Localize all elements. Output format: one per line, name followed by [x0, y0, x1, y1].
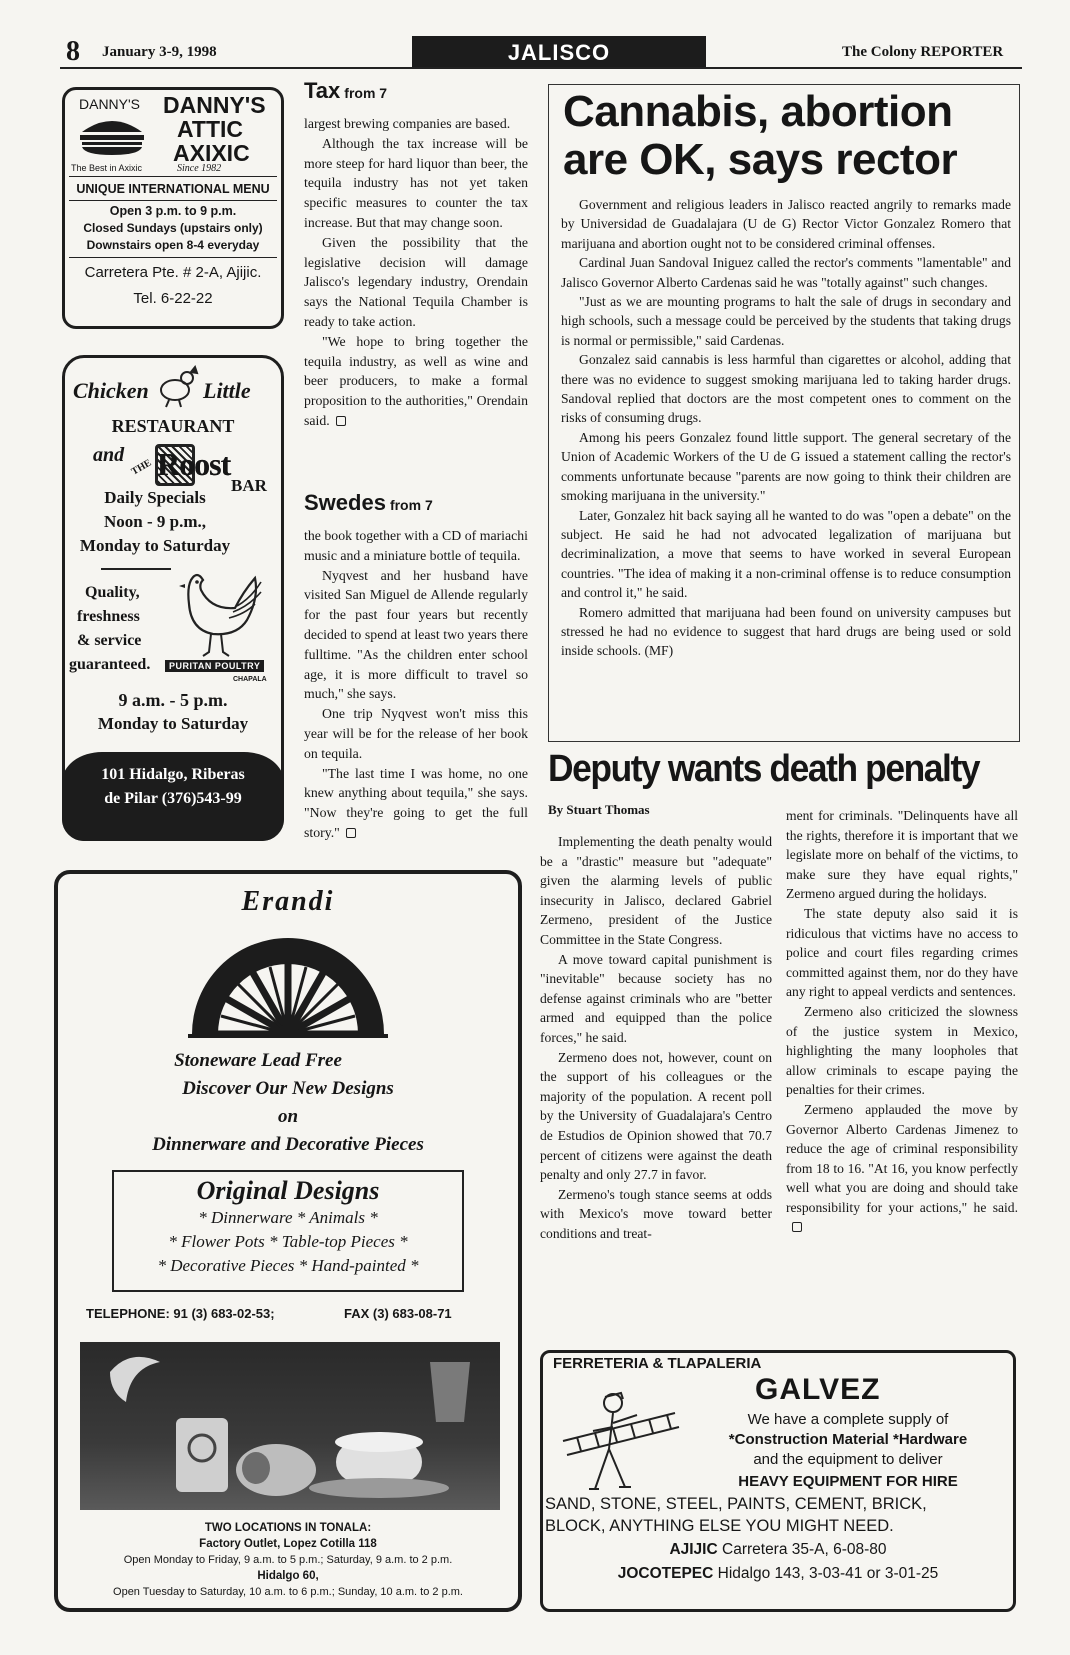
- cannabis-paragraph: Cardinal Juan Sandoval Iniguez called the rector's comments "lamentable" and Jalisco Governor Alberto Cardenas said he was "totally against" such changes.: [561, 255, 1011, 290]
- little-name: Little: [203, 378, 251, 403]
- cannabis-paragraph: Later, Gonzalez hit back saying all he wanted to do was "open a debate" on the subject. He said he had not advocated legalization of marijuana but decriminalization, a move that seems to have worked in several European countries. "The idea of making it a non-criminal offense is to reduce consumption and control it," he said.: [561, 507, 1011, 601]
- dannys-attic: ATTIC: [177, 116, 244, 142]
- specials-days: Monday to Saturday: [79, 536, 231, 555]
- tax-paragraph: Although the tax increase will be more steep for hard liquor than beer, the tequila industry has not yet taken specific measures to counter the tax increase. But that may change soon.: [304, 135, 528, 230]
- cannabis-paragraph: "Just as we are mounting programs to halt the sale of drugs in secondary and high schools, such a message could be perceived by the students that taking drugs is normal or permissible," said Cardenas.: [561, 294, 1011, 348]
- original-items-3: * Decorative Pieces * Hand-painted *: [157, 1256, 419, 1275]
- quality-4: guaranteed.: [69, 656, 151, 673]
- end-mark-icon: [346, 828, 356, 838]
- swedes-paragraph: One trip Nyqvest won't miss this year will be for the release of her book on tequila.: [304, 706, 528, 761]
- poultry-badge: PURITAN POULTRY: [165, 660, 264, 672]
- original-items-2: * Flower Pots * Table-top Pieces *: [168, 1232, 408, 1251]
- tax-heading-from: from 7: [344, 85, 388, 101]
- erandi-hidalgo: Hidalgo 60,: [257, 1570, 319, 1582]
- galvez-line-1: We have a complete supply of: [747, 1411, 949, 1428]
- erandi-lead-free: Stoneware Lead Free: [174, 1050, 342, 1071]
- cannabis-headline-2: are OK, says rector: [563, 135, 958, 184]
- tax-last-text: "We hope to bring together the tequila industry, as well as wine and beer producers, to make a formal proposition to the authorities," Orendain said.: [304, 333, 528, 428]
- erandi-outlet-hours: Open Monday to Friday, 9 a.m. to 5 p.m.; Saturday, 9 a.m. to 2 p.m.: [123, 1554, 453, 1566]
- deputy-last-text: Zermeno applauded the move by Governor Alberto Cardenas Jimenez to reduce the age of criminal responsibility from 18 to 16. "At 16, you know perfectly well what you are doing and should take responsibility for your actions," he said.: [786, 1101, 1018, 1215]
- and-label: and: [93, 444, 125, 466]
- publication-name: The Colony REPORTER: [842, 44, 1004, 60]
- sunburst-logo-icon: [188, 926, 388, 1038]
- swedes-heading: [304, 490, 528, 516]
- pottery-photo-image: [80, 1342, 500, 1510]
- dannys-menu: UNIQUE INTERNATIONAL MENU: [76, 182, 270, 196]
- cannabis-paragraph: Government and religious leaders in Jalisco reacted angrily to remarks made by Universidad de Guadalajara (U de G) Rector Victor Gonzalez Romero that marijuana and abortion ought not to be considered criminal offenses.: [561, 197, 1011, 251]
- deputy-paragraph: [786, 1100, 1018, 1237]
- deputy-paragraph: Zermeno also criticized the slowness of the justice system in Mexico, highlighting the many loopholes that allow criminals to escape paying the penalties for their crimes.: [786, 1003, 1018, 1098]
- dannys-hours: Open 3 p.m. to 9 p.m.: [109, 204, 237, 218]
- swedes-paragraph: Nyqvest and her husband have visited San Miguel de Allende regularly for the past four years but recently decided to spend at least two years there fulltime. "As the children enter school age, it is more difficult to travel so much," she says.: [304, 567, 528, 702]
- deputy-headline: Deputy wants death penalty: [548, 748, 980, 790]
- erandi-outlet: Factory Outlet, Lopez Cotilla 118: [199, 1538, 377, 1550]
- original-designs-box: [112, 1170, 464, 1292]
- galvez-line-4: HEAVY EQUIPMENT FOR HIRE: [738, 1473, 958, 1490]
- address-line-2: de Pilar (376)543-99: [104, 790, 242, 807]
- header-rule: [60, 67, 1022, 69]
- address-line-1: 101 Hidalgo, Riberas: [101, 766, 245, 783]
- swedes-paragraph: [304, 764, 528, 843]
- pottery-photo: [80, 1342, 500, 1510]
- burger-icon: [77, 114, 147, 156]
- roost-label: Roost: [157, 446, 231, 482]
- swedes-last-text: "The last time I was home, no one knew anything about tequila," she says. "Now they're going to get the full story.": [304, 765, 528, 840]
- worker-carrying-ladder-icon: [555, 1383, 685, 1495]
- erandi-locations: TWO LOCATIONS IN TONALA:: [204, 1522, 372, 1534]
- dannys-tagline: The Best in Axixic: [71, 163, 143, 173]
- dannys-rule: [69, 176, 277, 177]
- swedes-article: [304, 490, 528, 843]
- deputy-column-2: [786, 806, 1018, 1237]
- dannys-closed: Closed Sundays (upstairs only): [83, 221, 263, 235]
- tax-article: [304, 78, 528, 431]
- deputy-paragraph: Implementing the death penalty would be a "drastic" measure but "adequate" given the alarming levels of public insecurity in Jalisco, declared Gabriel Zermeno, president of the Justice Committee in the State Congress.: [540, 834, 772, 947]
- deputy-paragraph: The state deputy also said it is ridiculous that victims have no access to police and court files regarding crimes committed against them, nor do they have any right to appeal verdicts and sentences.: [786, 905, 1018, 1000]
- erandi-discover: Discover Our New Designs: [182, 1078, 394, 1099]
- galvez-ajijic-label: AJIJIC: [669, 1541, 718, 1558]
- chicken-name: Chicken: [73, 378, 149, 403]
- specials-hours: Noon - 9 p.m.,: [103, 512, 206, 531]
- quality-1: Quality,: [85, 584, 140, 601]
- restaurant-label: RESTAURANT: [111, 416, 235, 436]
- tax-body: [304, 114, 528, 431]
- galvez-joco-label: JOCOTEPEC: [617, 1565, 714, 1582]
- deputy-paragraph: A move toward capital punishment is "inevitable" because society has no defense against criminals who are "better armed and equipped than the police forces," he said.: [540, 951, 772, 1045]
- dannys-attic-ad: [62, 87, 284, 329]
- swedes-heading-word: Swedes: [304, 490, 386, 515]
- dannys-address: Carretera Pte. # 2-A, Ajijic.: [84, 264, 262, 281]
- cannabis-headline-1: Cannabis, abortion: [563, 87, 953, 136]
- dannys-small-name: DANNY'S: [79, 96, 141, 112]
- dannys-rule-2: [69, 200, 277, 201]
- swedes-body: [304, 526, 528, 843]
- galvez-jocotepec: [543, 1565, 1013, 1583]
- issue-date: January 3-9, 1998: [102, 44, 217, 60]
- tax-paragraph: Given the possibility that the legislative decision will damage Jalisco's legendary industry, Orendain says the National Tequila Chamber is ready to take action.: [304, 234, 528, 329]
- cannabis-paragraph: Romero admitted that marijuana had been found on university campuses but stressed he had no evidence to suggest that hard drugs are being used or sold inside schools. (MF): [561, 604, 1011, 659]
- end-mark-icon: [792, 1222, 802, 1232]
- galvez-line-6: BLOCK, ANYTHING ELSE YOU MIGHT NEED.: [545, 1517, 894, 1535]
- deputy-paragraph: Zermeno's tough stance seems at odds with Mexico's move toward better conditions and treat-: [540, 1186, 772, 1241]
- erandi-fax: FAX (3) 683-08-71: [344, 1306, 452, 1321]
- original-designs-title: Original Designs: [196, 1176, 380, 1205]
- chicken-divider: [101, 568, 171, 570]
- cannabis-paragraph: Gonzalez said cannabis is less harmful than cigarettes or alcohol, adding that there was no evidence to suggest smoking marijuana led to taking harder drugs. Sandoval replied that doctors are the most competent ones to comment on the risks of consuming drugs.: [561, 352, 1011, 426]
- cannabis-body: [561, 195, 1011, 661]
- dannys-since: Since 1982: [177, 163, 222, 174]
- dannys-rule-3: [69, 257, 277, 258]
- quality-3: & service: [77, 632, 142, 649]
- cannabis-article: [548, 84, 1020, 742]
- bar-label: BAR: [231, 476, 267, 495]
- erandi-dinnerware-line: Dinnerware and Decorative Pieces: [152, 1134, 424, 1155]
- daily-specials: Daily Specials: [104, 488, 206, 507]
- the-label: THE: [129, 457, 154, 478]
- erandi-ad: [54, 870, 522, 1612]
- galvez-name: GALVEZ: [755, 1373, 881, 1406]
- deputy-article: [540, 748, 1020, 1338]
- original-items-1: * Dinnerware * Animals *: [198, 1208, 378, 1227]
- tax-heading: [304, 78, 528, 104]
- tax-paragraph: largest brewing companies are based.: [304, 116, 511, 131]
- deputy-byline: By Stuart Thomas: [548, 802, 650, 817]
- galvez-ad: [540, 1350, 1016, 1612]
- erandi-on: on: [277, 1106, 299, 1127]
- dannys-downstairs: Downstairs open 8-4 everyday: [86, 238, 260, 252]
- deputy-column-1: [540, 832, 772, 1243]
- deputy-paragraph: Zermeno does not, however, count on the support of his colleagues or the majority of the population. A recent poll by the University of Guadalajara's Centro de Estudios de Opinion showed that 70.7 percent of citizens were against the death penalty and only 27.7 in favor.: [540, 1049, 772, 1183]
- swedes-heading-from: from 7: [389, 497, 433, 513]
- galvez-line-2: *Construction Material *Hardware: [728, 1431, 968, 1448]
- dannys-axixic: AXIXIC: [173, 140, 250, 166]
- rooster-icon: [177, 568, 273, 658]
- dannys-name: DANNY'S: [163, 92, 266, 118]
- cannabis-paragraph: Among his peers Gonzalez found little support. The general secretary of the Union of Academic Workers of the U de G issued a statement calling the rector's comments unfortunate because "parents are now going to think their children are smoking marijuana in the university.": [561, 429, 1011, 504]
- galvez-line-5: SAND, STONE, STEEL, PAINTS, CEMENT, BRICK,: [545, 1495, 927, 1513]
- section-banner: JALISCO: [412, 36, 706, 69]
- erandi-hidalgo-hours: Open Tuesday to Saturday, 10 a.m. to 6 p.m.; Sunday, 10 a.m. to 2 p.m.: [113, 1586, 463, 1598]
- dannys-phone: Tel. 6-22-22: [133, 290, 213, 307]
- chicken-drawing-icon: [149, 364, 201, 408]
- galvez-title: FERRETERIA & TLAPALERIA: [553, 1355, 762, 1372]
- poultry-city: CHAPALA: [233, 676, 267, 683]
- galvez-line-3: and the equipment to deliver: [753, 1451, 943, 1468]
- poultry-days: Monday to Saturday: [97, 714, 249, 733]
- end-mark-icon: [336, 416, 346, 426]
- tax-paragraph: [304, 332, 528, 431]
- galvez-ajijic-address: Carretera 35-A, 6-08-80: [722, 1541, 887, 1558]
- tax-heading-word: Tax: [304, 78, 341, 103]
- poultry-hours: 9 a.m. - 5 p.m.: [118, 690, 228, 710]
- erandi-telephone: TELEPHONE: 91 (3) 683-02-53;: [86, 1306, 275, 1321]
- swedes-paragraph: the book together with a CD of mariachi music and a miniature bottle of tequila.: [304, 528, 528, 563]
- page-number: 8: [66, 36, 80, 67]
- erandi-brand: Erandi: [241, 886, 335, 917]
- quality-2: freshness: [77, 608, 140, 625]
- deputy-paragraph: ment for criminals. "Delinquents have all the rights, therefore it is important that we legislate more on behalf of the victims, to make sure they have equal rights," Zermeno argued during the holidays.: [786, 808, 1018, 902]
- chicken-little-ad: [62, 355, 284, 841]
- galvez-ajijic: [543, 1541, 1013, 1559]
- galvez-joco-address: Hidalgo 143, 3-03-41 or 3-01-25: [717, 1565, 939, 1582]
